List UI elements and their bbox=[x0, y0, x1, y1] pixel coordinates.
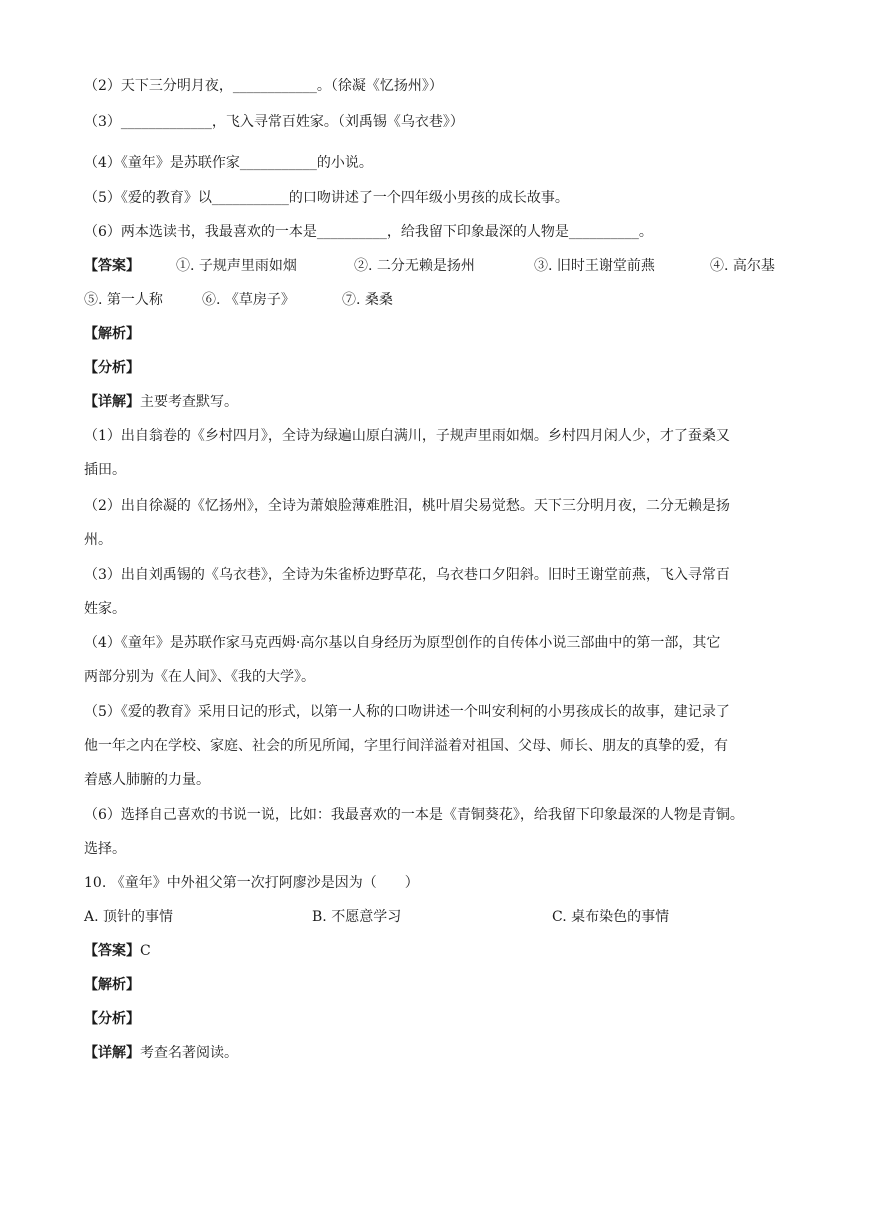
answer-item-3: ③. 旧时王谢堂前燕 bbox=[534, 258, 655, 274]
detail-line: （4）《童年》是苏联作家马克西姆·高尔基以自身经历为原型创作的自传体小说三部曲中的第一部，其它 bbox=[84, 635, 721, 651]
fenxi-heading: 【分析】 bbox=[84, 1011, 140, 1027]
detail-line: 着感人肺腑的力量。 bbox=[84, 772, 210, 788]
answer-item-7: ⑦. 桑桑 bbox=[342, 292, 393, 308]
answer-item-4: ④. 高尔基 bbox=[710, 258, 775, 274]
question-line-2: （2）天下三分明月夜，____________。（徐凝《忆扬州》） bbox=[84, 78, 443, 94]
jiexi-heading: 【解析】 bbox=[84, 326, 140, 342]
answer-row-1 bbox=[84, 256, 794, 276]
question-line-5: （5）《爱的教育》以___________的口吻讲述了一个四年级小男孩的成长故事。 bbox=[84, 190, 569, 206]
detail-line: （3）出自刘禹锡的《乌衣巷》，全诗为朱雀桥边野草花，乌衣巷口夕阳斜。旧时王谢堂前燕，飞入寻常百 bbox=[84, 567, 730, 583]
detail-line: 插田。 bbox=[84, 462, 126, 478]
detail-line: （5）《爱的教育》采用日记的形式，以第一人称的口吻讲述一个叫安利柯的小男孩成长的故事，建记录了 bbox=[84, 704, 730, 720]
question-line-3: （3）_____________，飞入寻常百姓家。（刘禹锡《乌衣巷》） bbox=[84, 114, 464, 130]
answer-item-5: ⑤. 第一人称 bbox=[84, 292, 163, 308]
answer-label: 【答案】 bbox=[84, 258, 140, 274]
answer-row-2 bbox=[84, 290, 794, 310]
answer-item-1: ①. 子规声里雨如烟 bbox=[176, 258, 297, 274]
option-c: C. 桌布染色的事情 bbox=[552, 909, 670, 925]
answer-label: 【答案】 bbox=[84, 943, 140, 959]
question-10-options bbox=[84, 907, 794, 927]
xiangjie-label: 【详解】 bbox=[84, 394, 140, 410]
detail-line: 两部分别为《在人间》、《我的大学》。 bbox=[84, 669, 315, 685]
detail-line: 他一年之内在学校、家庭、社会的所见所闻，字里行间洋溢着对祖国、父母、师长、朋友的真挚的爱，有 bbox=[84, 738, 728, 754]
answer-item-2: ②. 二分无赖是扬州 bbox=[354, 258, 475, 274]
detail-line: （2）出自徐凝的《忆扬州》，全诗为萧娘脸薄难胜泪，桃叶眉尖易觉愁。天下三分明月夜，二分无赖是扬 bbox=[84, 498, 730, 514]
option-a: A. 顶针的事情 bbox=[84, 909, 174, 925]
xiangjie-text: 主要考查默写。 bbox=[140, 394, 238, 410]
question-10-answer bbox=[84, 941, 794, 961]
detail-line: （6）选择自己喜欢的书说一说，比如：我最喜欢的一本是《青铜葵花》，给我留下印象最深的人物是青铜。 bbox=[84, 807, 744, 823]
question-line-4: （4）《童年》是苏联作家___________的小说。 bbox=[84, 155, 373, 171]
detail-line: 姓家。 bbox=[84, 601, 126, 617]
xiangjie-label: 【详解】 bbox=[84, 1045, 140, 1061]
detail-line: 州。 bbox=[84, 532, 112, 548]
detail-line: （1）出自翁卷的《乡村四月》，全诗为绿遍山原白满川，子规声里雨如烟。乡村四月闲人少，才了蚕桑又 bbox=[84, 428, 730, 444]
jiexi-heading: 【解析】 bbox=[84, 977, 140, 993]
answer-value: C bbox=[140, 943, 151, 959]
xiangjie-line bbox=[84, 1043, 794, 1063]
xiangjie-text: 考查名著阅读。 bbox=[140, 1045, 238, 1061]
answer-item-6: ⑥. 《草房子》 bbox=[202, 292, 295, 308]
fenxi-heading: 【分析】 bbox=[84, 360, 140, 376]
question-10-stem: 10. 《童年》中外祖父第一次打阿廖沙是因为（ ） bbox=[84, 875, 419, 891]
detail-line: 选择。 bbox=[84, 841, 126, 857]
option-b: B. 不愿意学习 bbox=[312, 909, 402, 925]
question-line-6: （6）两本选读书，我最喜欢的一本是__________，给我留下印象最深的人物是__________。 bbox=[84, 224, 653, 240]
xiangjie-line bbox=[84, 392, 794, 412]
